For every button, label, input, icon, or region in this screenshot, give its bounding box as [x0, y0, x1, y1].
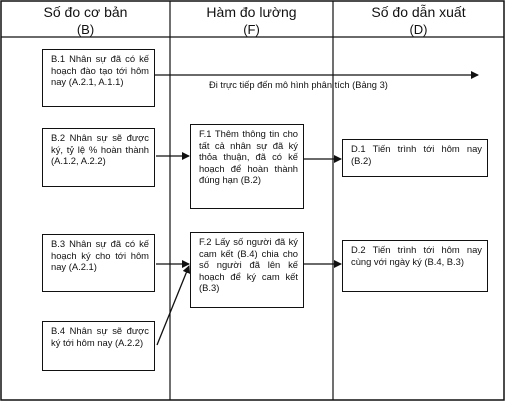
column-abbr-derived: (D) — [409, 22, 428, 37]
column-header-basic — [1, 4, 170, 38]
arrow-b4-f2 — [157, 266, 189, 345]
box-f2: F.2 Lấy số người đã ký cam kết (B.4) chia cho số người đã lên kế hoạch để ký cam kết (B.3) — [190, 232, 304, 308]
box-d2: D.2 Tiến trình tới hôm nay cùng với ngày ký (B.4, B.3) — [342, 240, 488, 292]
box-b3: B.3 Nhân sự đã có kế hoạch ký cho tới hôm nay (A.2.1) — [42, 234, 155, 292]
direct-arrow-note: Đi trực tiếp đến mô hình phân tích (Bảng 3) — [209, 80, 388, 90]
box-b2: B.2 Nhân sự sẽ được ký, tỷ lệ % hoàn thành (A.1.2, A.2.2) — [42, 128, 155, 187]
box-b4: B.4 Nhân sự sẽ được ký tới hôm nay (A.2.2) — [42, 321, 155, 371]
box-d1: D.1 Tiến trình tới hôm nay (B.2) — [342, 139, 488, 177]
box-f1: F.1 Thêm thông tin cho tất cả nhân sự đã ký thỏa thuận, đã có kế hoạch để hoàn thành đúng hạn (B.2) — [190, 124, 304, 209]
column-title-basic: Số đo cơ bản — [43, 4, 128, 20]
column-title-derived: Số đo dẫn xuất — [371, 4, 466, 20]
column-header-function — [170, 4, 333, 38]
box-b1: B.1 Nhân sự đã có kế hoạch đào tạo tới hôm nay (A.2.1, A.1.1) — [42, 49, 155, 107]
column-abbr-function: (F) — [243, 22, 260, 37]
column-abbr-basic: (B) — [76, 22, 95, 37]
column-title-function: Hàm đo lường — [206, 4, 297, 20]
column-header-derived — [333, 4, 504, 38]
